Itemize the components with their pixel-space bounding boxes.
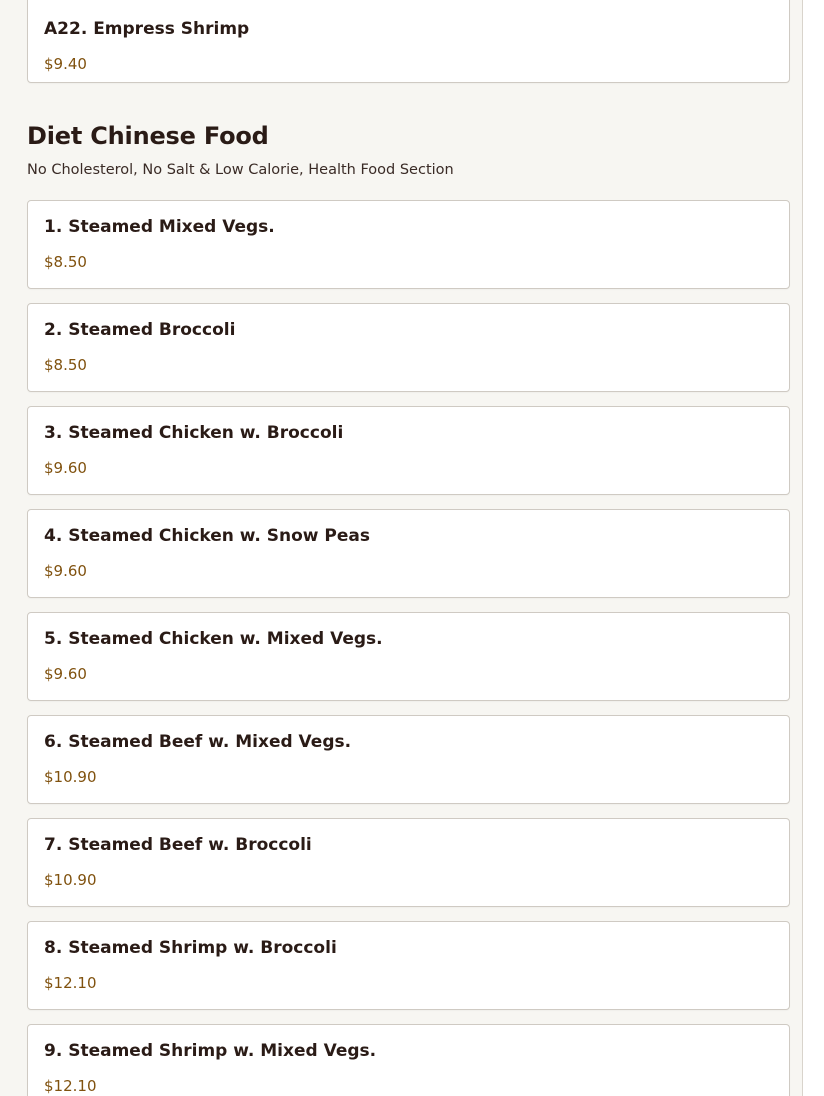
menu-item-card[interactable]	[27, 612, 790, 701]
menu-item-price: $9.60	[44, 665, 87, 683]
menu-item-name: 6. Steamed Beef w. Mixed Vegs.	[44, 732, 352, 752]
menu-item-price: $12.10	[44, 974, 97, 992]
section-description: No Cholesterol, No Salt & Low Calorie, Health Food Section	[27, 162, 454, 178]
menu-item-price: $8.50	[44, 356, 87, 374]
menu-item-price: $9.40	[44, 55, 87, 73]
menu-item-name: 5. Steamed Chicken w. Mixed Vegs.	[44, 629, 383, 649]
section-title: Diet Chinese Food	[27, 122, 269, 150]
menu-item-card[interactable]	[27, 818, 790, 907]
menu-item-name: 2. Steamed Broccoli	[44, 320, 236, 340]
menu-item-card[interactable]	[27, 200, 790, 289]
menu-item-price: $10.90	[44, 871, 97, 889]
menu-item-name: 9. Steamed Shrimp w. Mixed Vegs.	[44, 1041, 377, 1061]
menu-item-card[interactable]	[27, 921, 790, 1010]
menu-item-name: 4. Steamed Chicken w. Snow Peas	[44, 526, 371, 546]
menu-item-card[interactable]	[27, 715, 790, 804]
menu-item-name: 7. Steamed Beef w. Broccoli	[44, 835, 312, 855]
menu-item-name: A22. Empress Shrimp	[44, 19, 250, 39]
menu-item-card[interactable]	[27, 406, 790, 495]
menu-item-card[interactable]	[27, 1024, 790, 1096]
right-panel-edge	[803, 0, 824, 1096]
menu-item-card[interactable]	[27, 303, 790, 392]
menu-item-name: 8. Steamed Shrimp w. Broccoli	[44, 938, 337, 958]
menu-item-card[interactable]	[27, 509, 790, 598]
menu-item-price: $9.60	[44, 459, 87, 477]
menu-item-price: $8.50	[44, 253, 87, 271]
menu-item-price: $9.60	[44, 562, 87, 580]
menu-item-price: $10.90	[44, 768, 97, 786]
menu-item-name: 3. Steamed Chicken w. Broccoli	[44, 423, 344, 443]
menu-item-price: $12.10	[44, 1077, 97, 1095]
menu-item-name: 1. Steamed Mixed Vegs.	[44, 217, 275, 237]
menu-item-card[interactable]	[27, 0, 790, 83]
